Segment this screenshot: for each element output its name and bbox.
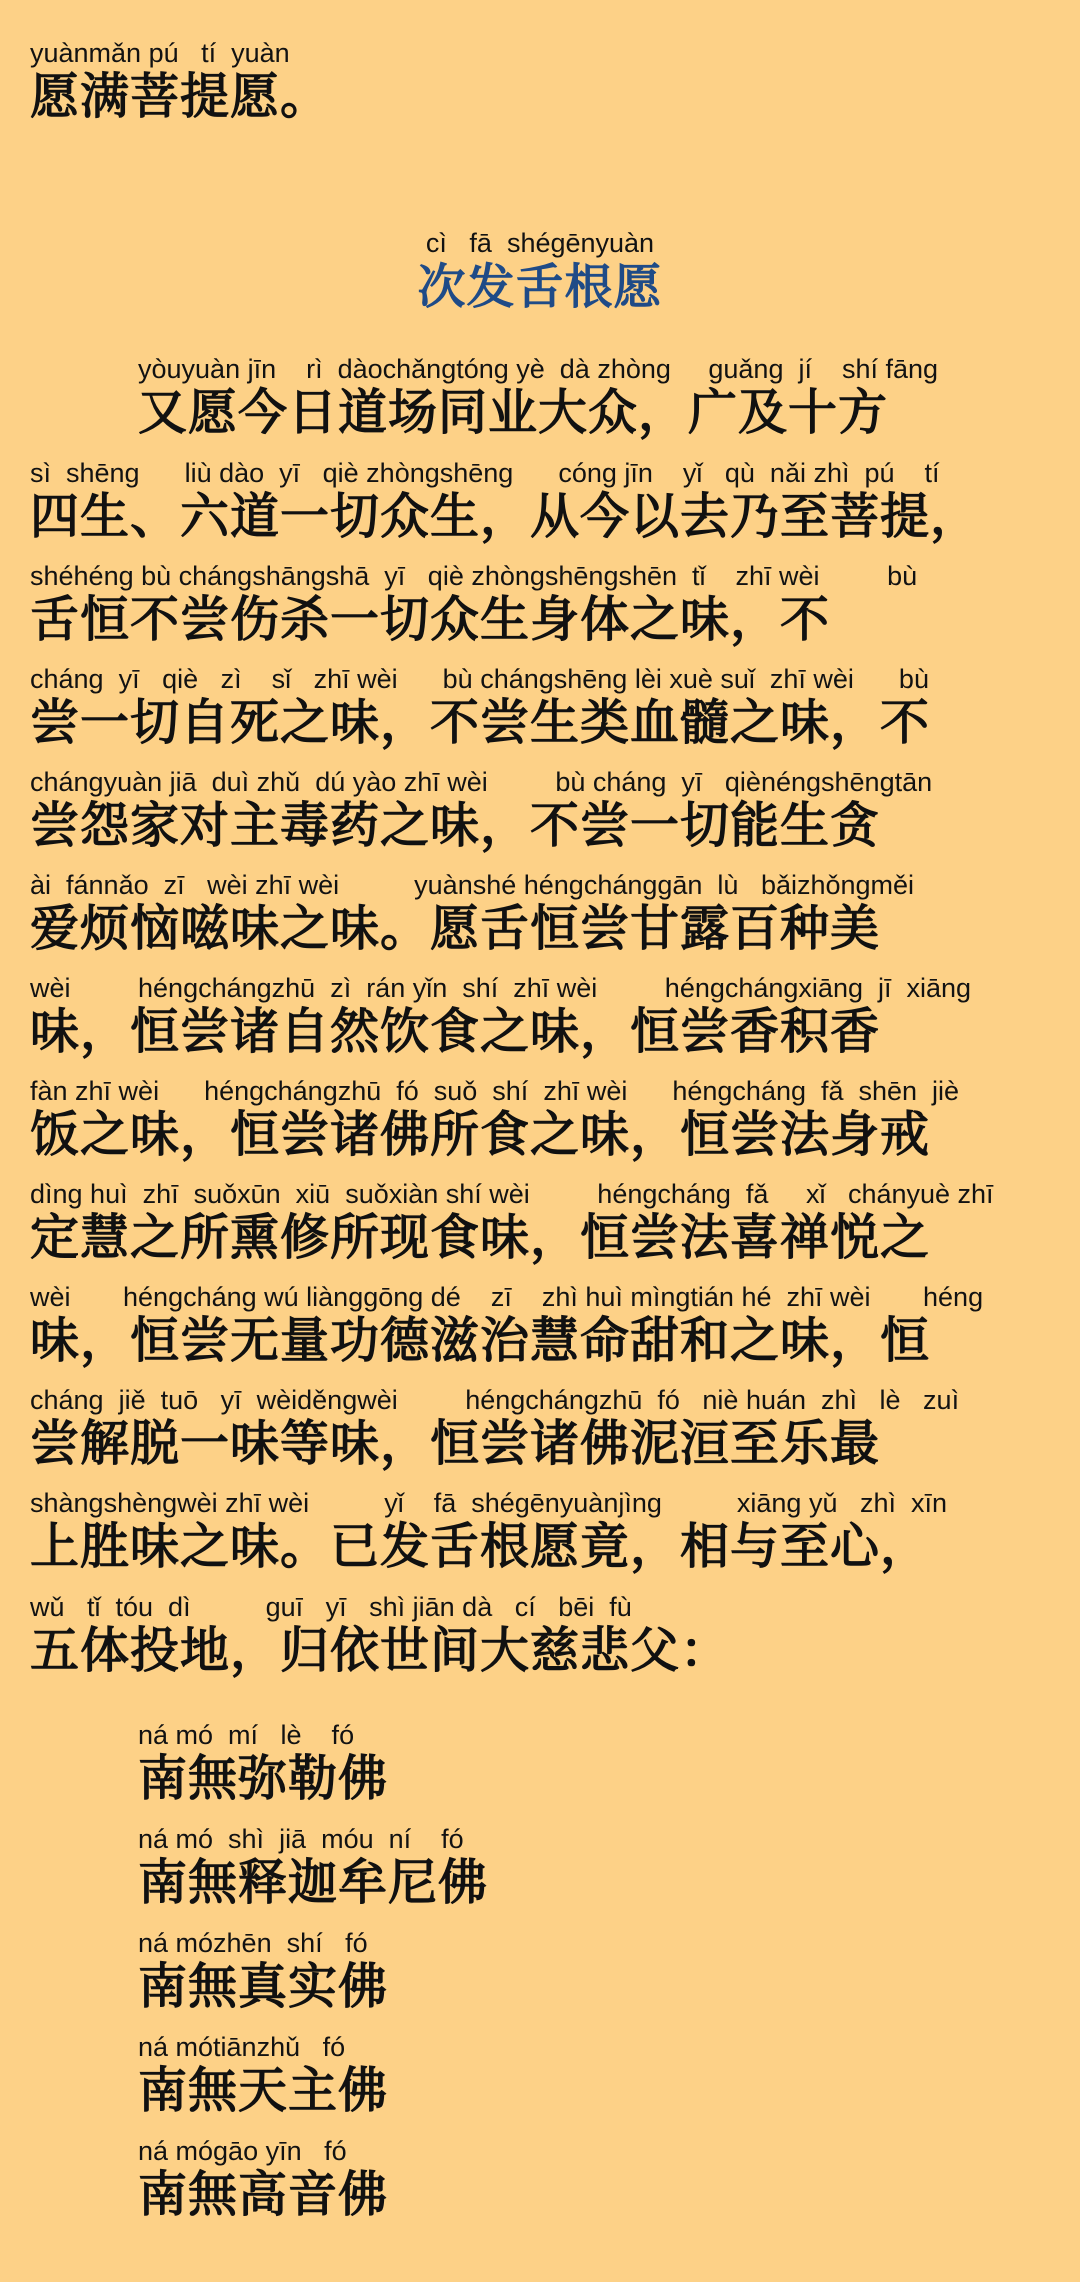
line-1-pinyin: yòuyuàn jīn rì dàochǎngtóng yè dà zhòng guǎng jí shí fāng: [138, 354, 939, 384]
line-8-text: 饭之味，恒尝诸佛所食之味，恒尝法身戒: [30, 1106, 931, 1163]
line-9-pinyin: dìng huì zhī suǒxūn xiū suǒxiàn shí wèi héngcháng fǎ xǐ chányuè zhī: [30, 1179, 994, 1209]
line-6-text: 爱烦恼嗞味之味。愿舌恒尝甘露百种美: [30, 900, 881, 957]
buddha-1-pinyin: ná mó mí lè fó: [138, 1720, 355, 1750]
buddha-5-text: 南無高音佛: [138, 2166, 389, 2223]
buddha-3-pinyin: ná mózhēn shí fó: [138, 1928, 368, 1958]
line-4-pinyin: cháng yī qiè zì sǐ zhī wèi bù chángshēng lèi xuè suǐ zhī wèi bù: [30, 664, 929, 694]
line-8-pinyin: fàn zhī wèi héngchángzhū fó suǒ shí zhī wèi héngcháng fǎ shēn jiè: [30, 1076, 960, 1106]
opening-text: 愿满菩提愿。: [30, 68, 331, 125]
buddha-4-text: 南無天主佛: [138, 2062, 389, 2119]
line-9-text: 定慧之所熏修所现食味，恒尝法喜禅悦之: [30, 1209, 931, 1266]
line-7-pinyin: wèi héngchángzhū zì rán yǐn shí zhī wèi héngchángxiāng jī xiāng: [30, 973, 972, 1003]
line-5-text: 尝怨家对主毒药之味，不尝一切能生贪: [30, 797, 881, 854]
buddha-5-pinyin: ná mógāo yīn fó: [138, 2136, 347, 2166]
line-5-pinyin: chángyuàn jiā duì zhǔ dú yào zhī wèi bù cháng yī qiènéngshēngtān: [30, 767, 933, 797]
line-3-pinyin: shéhéng bù chángshāngshā yī qiè zhòngshēngshēn tǐ zhī wèi bù: [30, 561, 918, 591]
buddha-4-pinyin: ná mótiānzhǔ fó: [138, 2032, 346, 2062]
line-2-text: 四生、六道一切众生，从今以去乃至菩提，: [30, 488, 981, 545]
line-6-pinyin: ài fánnǎo zī wèi zhī wèi yuànshé héngchánggān lù bǎizhǒngměi: [30, 870, 915, 900]
line-13-pinyin: wǔ tǐ tóu dì guī yī shì jiān dà cí bēi fù: [30, 1592, 632, 1622]
buddha-1-text: 南無弥勒佛: [138, 1750, 389, 1807]
line-12-text: 上胜味之味。已发舌根愿竟，相与至心，: [30, 1518, 931, 1575]
line-11-pinyin: cháng jiě tuō yī wèiděngwèi héngchángzhū fó niè huán zhì lè zuì: [30, 1385, 960, 1415]
opening-pinyin: yuànmǎn pú tí yuàn: [30, 38, 290, 68]
line-10-pinyin: wèi héngcháng wú liànggōng dé zī zhì huì mìngtián hé zhī wèi héng: [30, 1282, 984, 1312]
buddha-2-text: 南無释迦牟尼佛: [138, 1854, 489, 1911]
line-12-pinyin: shàngshèngwèi zhī wèi yǐ fā shégēnyuànjìng xiāng yǔ zhì xīn: [30, 1488, 947, 1518]
line-11-text: 尝解脱一味等味，恒尝诸佛泥洹至乐最: [30, 1415, 881, 1472]
line-7-text: 味，恒尝诸自然饮食之味，恒尝香积香: [30, 1003, 881, 1060]
line-13-text: 五体投地，归依世间大慈悲父：: [30, 1622, 731, 1679]
line-10-text: 味，恒尝无量功德滋治慧命甜和之味，恒: [30, 1312, 931, 1369]
line-2-pinyin: sì shēng liù dào yī qiè zhòngshēng cóng jīn yǐ qù nǎi zhì pú tí: [30, 458, 940, 488]
line-3-text: 舌恒不尝伤杀一切众生身体之味，不: [30, 591, 831, 648]
section-title: 次发舌根愿: [417, 259, 663, 315]
buddha-3-text: 南無真实佛: [138, 1958, 389, 2015]
buddha-2-pinyin: ná mó shì jiā móu ní fó: [138, 1824, 464, 1854]
section-title-pinyin: cì fā shégēnyuàn: [425, 228, 655, 258]
line-1-text: 又愿今日道场同业大众，广及十方: [138, 384, 889, 441]
line-4-text: 尝一切自死之味，不尝生类血髓之味，不: [30, 694, 931, 751]
